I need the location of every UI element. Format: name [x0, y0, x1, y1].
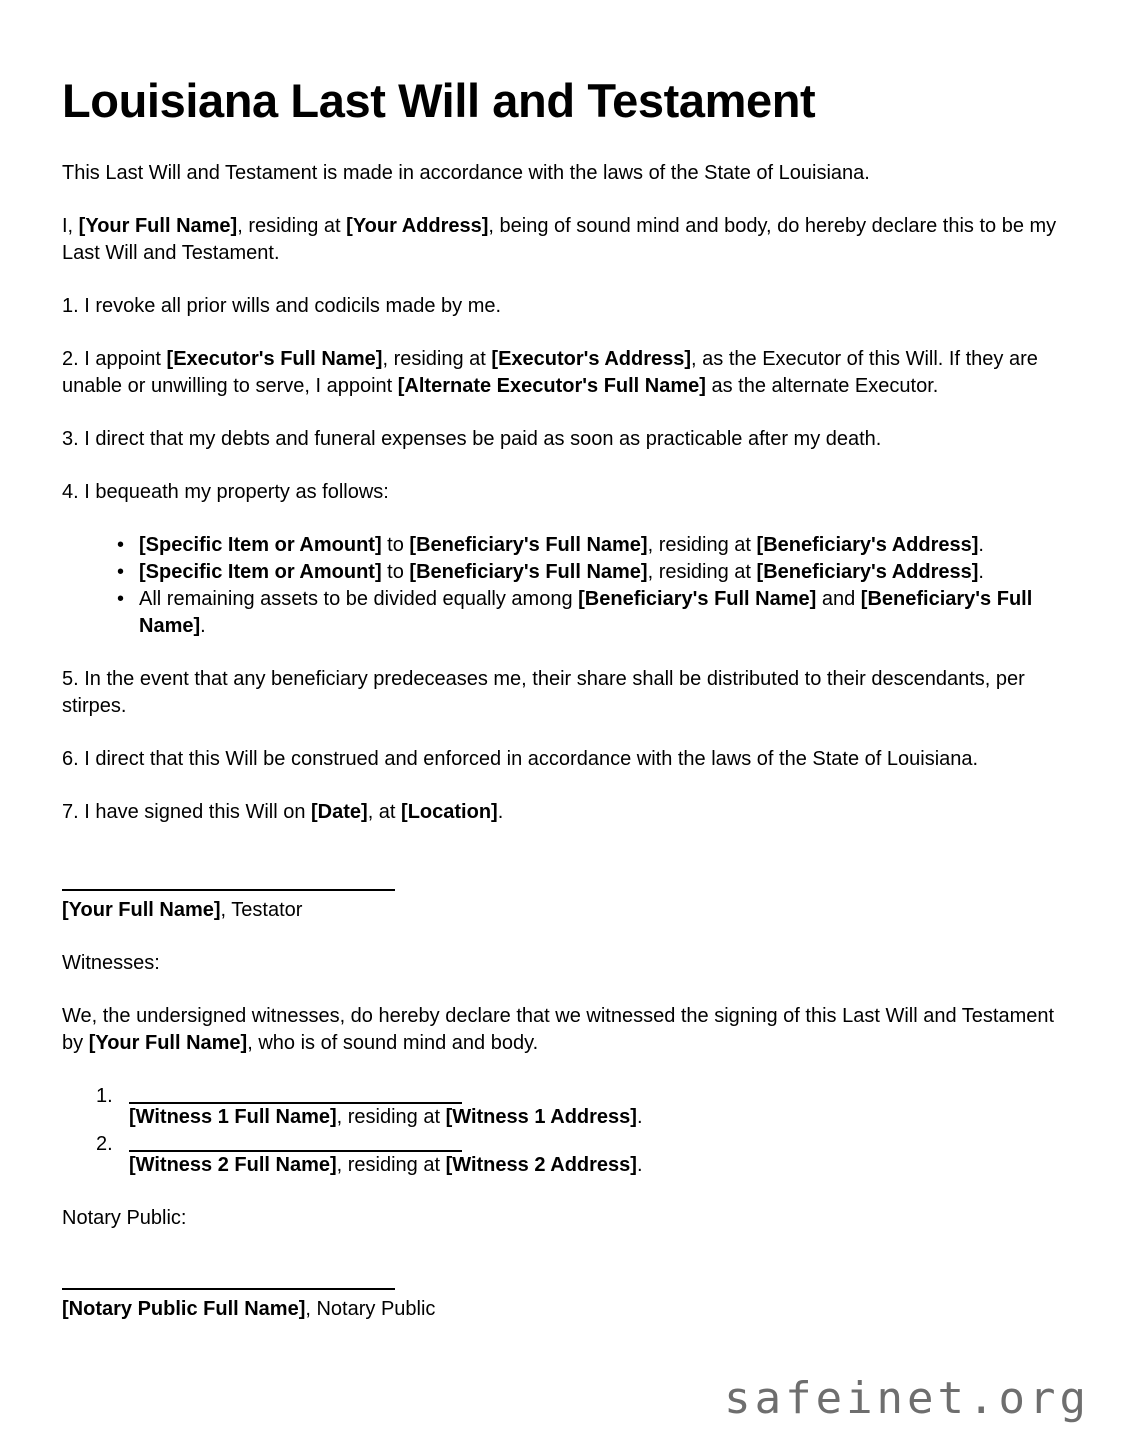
- alternate-executor-placeholder: [Alternate Executor's Full Name]: [397, 375, 706, 397]
- witness-declaration-pre: We, the undersigned witnesses, do hereby declare that we witnessed the signing of this Last Will and Testament by: [62, 1005, 1055, 1054]
- bequest-item-placeholder: [Specific Item or Amount]: [139, 561, 382, 583]
- witness-1-end: .: [636, 1106, 643, 1128]
- witness-1-name-placeholder: [Witness 1 Full Name]: [129, 1106, 337, 1128]
- witness-2-residing: , residing at: [336, 1154, 446, 1176]
- witness-declaration: [62, 1003, 1063, 1057]
- residual-lead: All remaining assets to be divided equally among: [139, 588, 579, 610]
- list-item: [117, 532, 1063, 559]
- notary-heading: Notary Public:: [62, 1207, 187, 1229]
- page-title: Louisiana Last Will and Testament: [62, 74, 816, 127]
- declaration-paragraph: [62, 213, 1063, 267]
- watermark: safeinet.org: [724, 1373, 1090, 1424]
- witness-declaration-post: , who is of sound mind and body.: [247, 1032, 539, 1054]
- document-body: [62, 160, 1063, 1349]
- list-item: [96, 1083, 1063, 1131]
- witness-1-residing: , residing at: [336, 1106, 446, 1128]
- beneficiary-name-placeholder: [Beneficiary's Full Name]: [409, 534, 648, 556]
- clause-7: [62, 799, 1063, 826]
- clause-6: 6. I direct that this Will be construed and enforced in accordance with the laws of the State of Louisiana.: [62, 748, 979, 770]
- witness-signature-list: [62, 1083, 1063, 1179]
- beneficiary-name-placeholder: [Beneficiary's Full Name]: [578, 588, 817, 610]
- residual-conjunction: and: [816, 588, 861, 610]
- clause-1: 1. I revoke all prior wills and codicils made by me.: [62, 295, 502, 317]
- witness-1-address-placeholder: [Witness 1 Address]: [445, 1106, 637, 1128]
- notary-role: , Notary Public: [305, 1298, 436, 1320]
- testator-signature-block: [62, 889, 1063, 924]
- executor-address-placeholder: [Executor's Address]: [491, 348, 692, 370]
- bequest-residing: , residing at: [647, 534, 757, 556]
- witness-1-caption: [129, 1106, 643, 1128]
- list-item: [117, 586, 1063, 640]
- declaration-post: , being of sound mind and body, do hereby declare this to be my Last Will and Testament.: [62, 215, 1057, 264]
- clause-2-pre: 2. I appoint: [62, 348, 167, 370]
- bequest-connector: to: [381, 534, 410, 556]
- witness-2-address-placeholder: [Witness 2 Address]: [445, 1154, 637, 1176]
- testator-signature-caption: [62, 897, 1063, 924]
- intro-paragraph: This Last Will and Testament is made in accordance with the laws of the State of Louisiana.: [62, 162, 870, 184]
- beneficiary-name-placeholder: [Beneficiary's Full Name]: [409, 561, 648, 583]
- bequest-item-placeholder: [Specific Item or Amount]: [139, 534, 382, 556]
- witnesses-heading: Witnesses:: [62, 952, 160, 974]
- testator-name-placeholder: [Your Full Name]: [62, 899, 221, 921]
- clause-2-post: as the alternate Executor.: [705, 375, 939, 397]
- notary-signature-caption: [62, 1296, 1063, 1323]
- clause-3: 3. I direct that my debts and funeral expenses be paid as soon as practicable after my death.: [62, 428, 882, 450]
- list-item: [117, 559, 1063, 586]
- witness-2-end: .: [636, 1154, 643, 1176]
- notary-signature-block: [62, 1288, 1063, 1323]
- residual-end: .: [200, 615, 206, 637]
- witness-1-signature-line: [129, 1083, 462, 1104]
- testator-signature-line: [62, 889, 395, 891]
- witness-2-signature-line: [129, 1131, 462, 1152]
- bequest-end: .: [978, 534, 984, 556]
- testator-address-placeholder: [Your Address]: [346, 215, 489, 237]
- clause-2-mid1: , residing at: [382, 348, 492, 370]
- beneficiary-address-placeholder: [Beneficiary's Address]: [756, 561, 979, 583]
- clause-7-post: .: [497, 801, 504, 823]
- bequest-list: [62, 532, 1063, 640]
- notary-signature-line: [62, 1288, 395, 1290]
- executor-name-placeholder: [Executor's Full Name]: [166, 348, 383, 370]
- date-placeholder: [Date]: [311, 801, 368, 823]
- declaration-mid: , residing at: [237, 215, 347, 237]
- clause-7-mid: , at: [367, 801, 402, 823]
- testator-name-placeholder: [Your Full Name]: [88, 1032, 248, 1054]
- bequest-end: .: [978, 561, 984, 583]
- notary-name-placeholder: [Notary Public Full Name]: [62, 1298, 306, 1320]
- list-item: [96, 1131, 1063, 1179]
- clause-2: [62, 346, 1063, 400]
- beneficiary-address-placeholder: [Beneficiary's Address]: [756, 534, 979, 556]
- testator-name-placeholder: [Your Full Name]: [78, 215, 238, 237]
- clause-7-pre: 7. I have signed this Will on: [62, 801, 312, 823]
- beneficiary-name-placeholder: [Beneficiary's Full Name]: [139, 588, 1033, 637]
- signature-spacer: [62, 852, 1063, 889]
- bequest-residing: , residing at: [647, 561, 757, 583]
- witness-2-name-placeholder: [Witness 2 Full Name]: [129, 1154, 337, 1176]
- bequest-connector: to: [381, 561, 410, 583]
- testator-role: , Testator: [220, 899, 303, 921]
- clause-4-lead: 4. I bequeath my property as follows:: [62, 481, 389, 503]
- clause-5: 5. In the event that any beneficiary predeceases me, their share shall be distributed to their descendants, per stirpes.: [62, 668, 1025, 717]
- notary-spacer: [62, 1258, 1063, 1288]
- clause-2-mid2: , as the Executor of this Will. If they are unable or unwilling to serve, I appoint: [62, 348, 1038, 397]
- witness-2-caption: [129, 1154, 643, 1176]
- declaration-pre: I,: [62, 215, 79, 237]
- location-placeholder: [Location]: [401, 801, 498, 823]
